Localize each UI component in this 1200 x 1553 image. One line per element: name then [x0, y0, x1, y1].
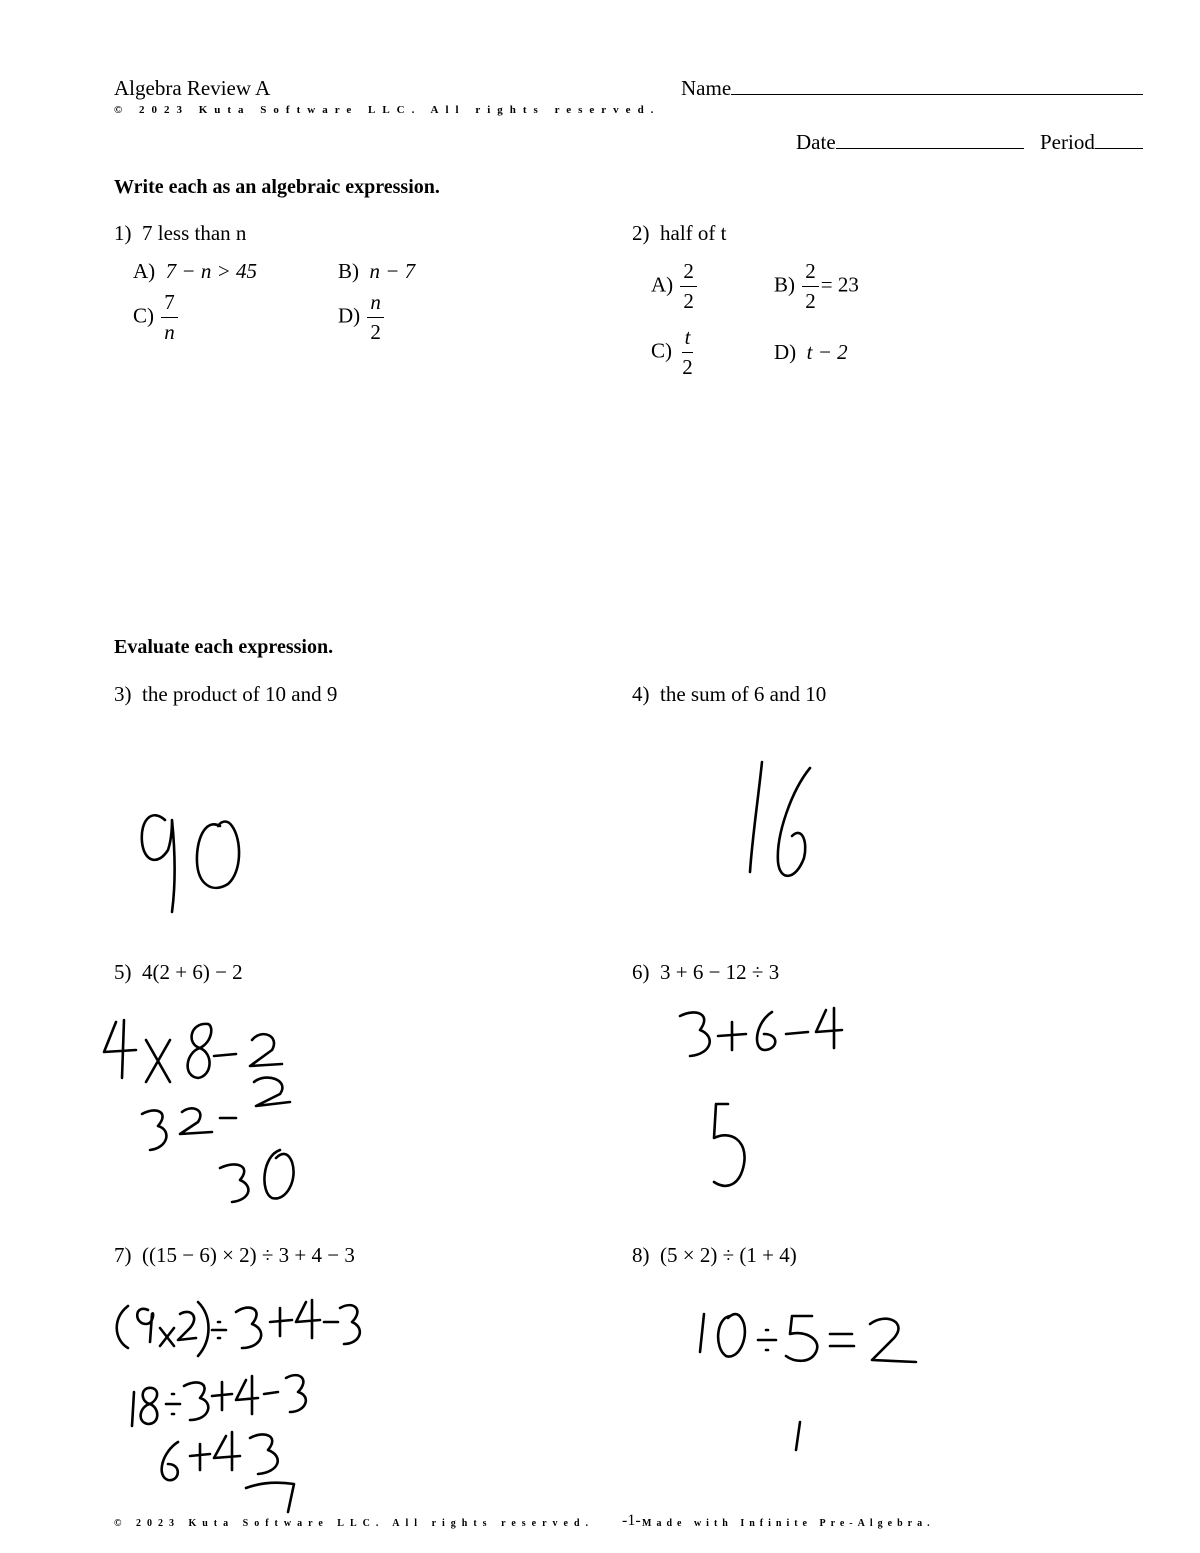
option-label: C) [651, 338, 672, 363]
footer-copyright: © 2023 Kuta Software LLC. All rights reserved. [114, 1518, 595, 1529]
numerator: 7 [161, 292, 178, 318]
denominator: n [164, 320, 175, 344]
question-text: ((15 − 6) × 2) ÷ 3 + 4 − 3 [142, 1243, 355, 1267]
option-label: B) [774, 272, 795, 297]
question-number: 1) [114, 221, 132, 245]
option-label: A) [133, 259, 156, 283]
question-text: the sum of 6 and 10 [660, 682, 827, 706]
numerator: n [367, 292, 384, 318]
numerator: 2 [680, 261, 697, 287]
question-text: 4(2 + 6) − 2 [142, 960, 243, 984]
question-text: (5 × 2) ÷ (1 + 4) [660, 1243, 797, 1267]
question-text: the product of 10 and 9 [142, 682, 338, 706]
question-number: 4) [632, 682, 650, 706]
denominator: 2 [370, 320, 381, 344]
option-tail: = 23 [820, 272, 859, 297]
name-label: Name [681, 76, 732, 100]
footer-made-with: Made with Infinite Pre-Algebra. [642, 1518, 935, 1529]
question-text: 3 + 6 − 12 ÷ 3 [660, 960, 780, 984]
option-label: D) [774, 340, 797, 364]
option-text: 7 − n > 45 [165, 259, 258, 283]
question-text: 7 less than n [142, 221, 247, 245]
question-number: 8) [632, 1243, 650, 1267]
numerator: 2 [802, 261, 819, 287]
denominator: 2 [683, 289, 694, 313]
numerator: t [682, 327, 694, 353]
header-copyright: © 2023 Kuta Software LLC. All rights reserved. [114, 104, 661, 116]
section-heading-expressions: Write each as an algebraic expression. [114, 176, 440, 198]
period-label: Period [1040, 130, 1095, 154]
option-label: D) [338, 303, 361, 328]
page-number: -1- [622, 1512, 641, 1529]
question-number: 6) [632, 960, 650, 984]
question-text: half of t [660, 221, 727, 245]
option-text: t − 2 [806, 340, 848, 364]
option-label: A) [651, 272, 674, 297]
section-heading-evaluate: Evaluate each expression. [114, 636, 334, 658]
option-text: n − 7 [369, 259, 416, 283]
line-2-1 [796, 1422, 800, 1450]
date-label: Date [796, 130, 836, 154]
question-number: 2) [632, 221, 650, 245]
worksheet-title: Algebra Review A [114, 76, 271, 100]
option-label: C) [133, 303, 154, 328]
line-1-10÷5=2 [700, 1314, 916, 1362]
option-label: B) [338, 259, 359, 283]
question-number: 7) [114, 1243, 132, 1267]
question-number: 3) [114, 682, 132, 706]
question-number: 5) [114, 960, 132, 984]
denominator: 2 [805, 289, 816, 313]
denominator: 2 [682, 355, 693, 379]
